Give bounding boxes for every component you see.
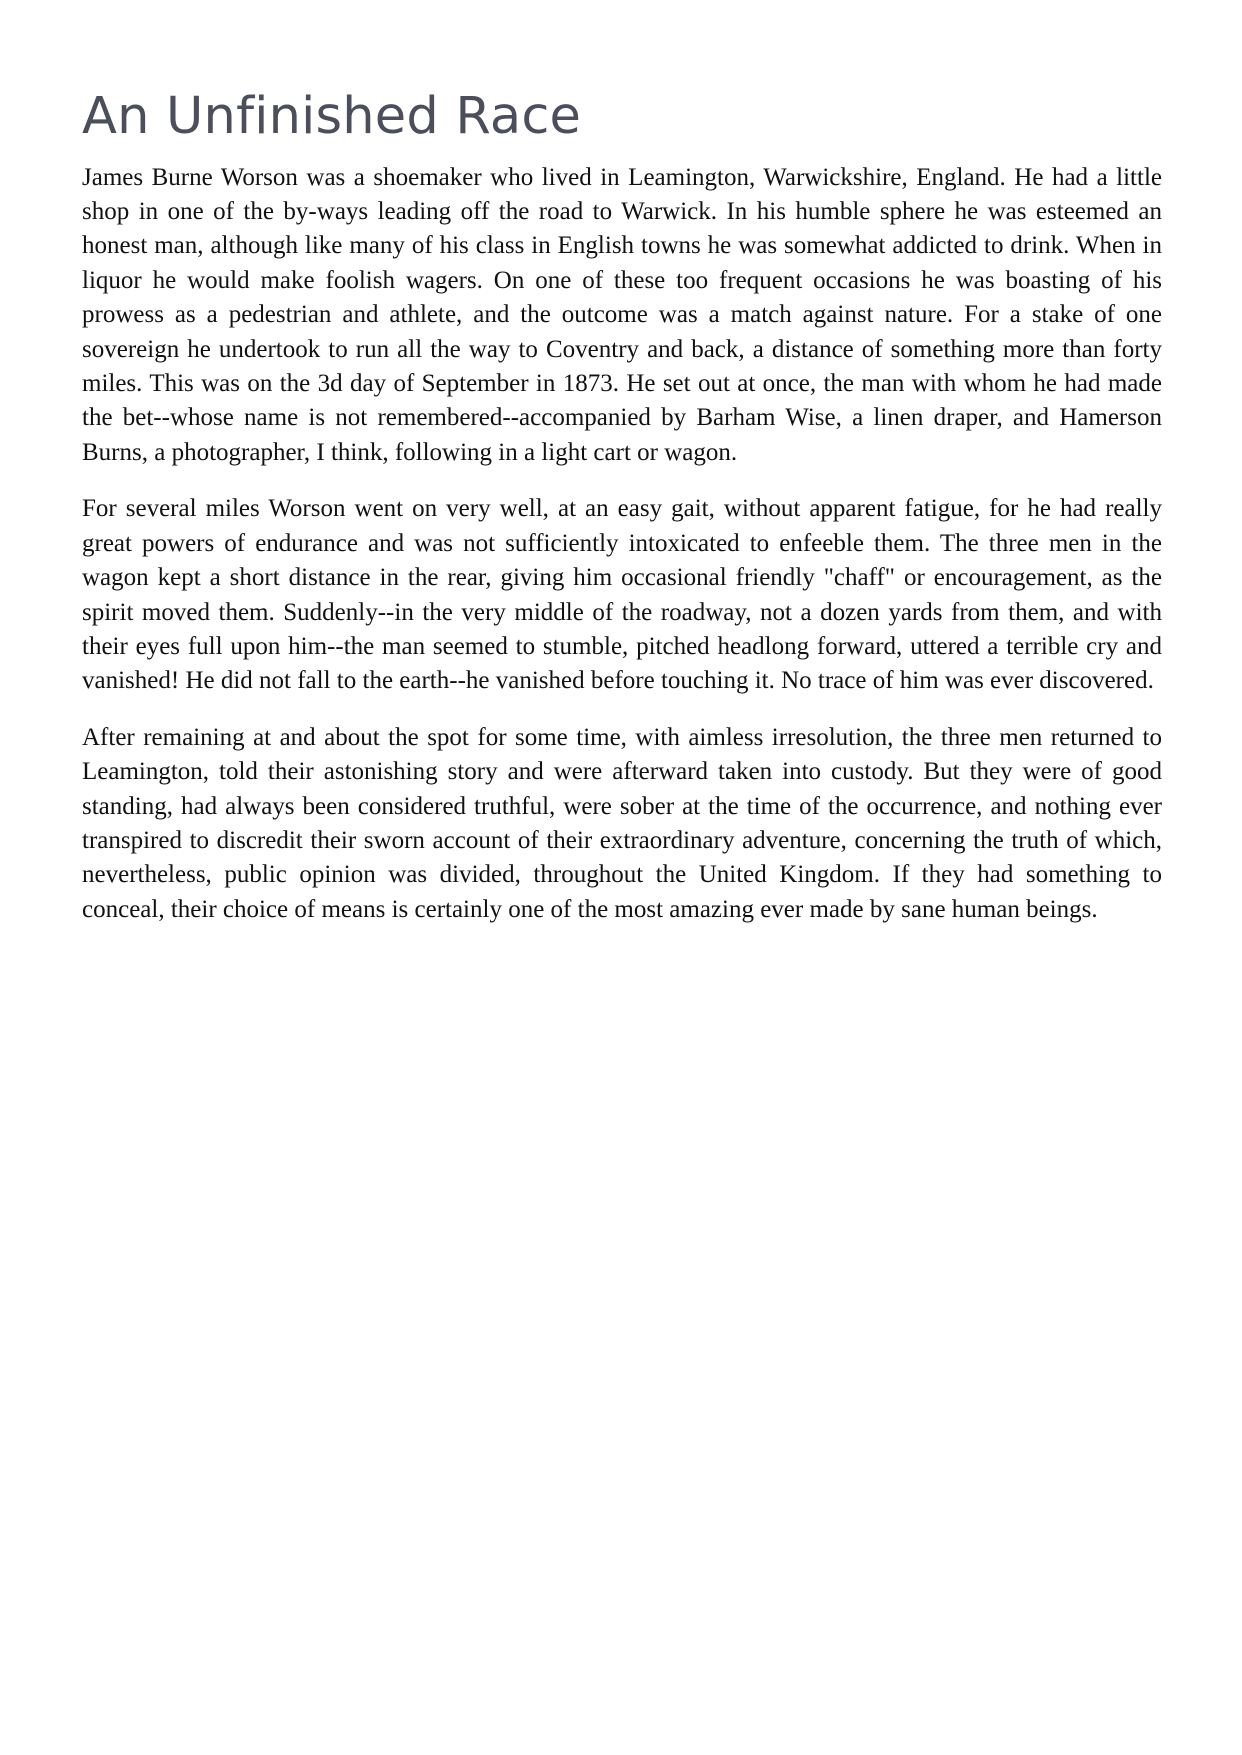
paragraph-2: For several miles Worson went on very well, at an easy gait, without apparent fatigue, for he had really great powers of endurance and was not sufficiently intoxicated to enfeeble them. The three men in the wagon kept a short distance in the rear, giving him occasional friendly "chaff" or encouragement, as the spirit moved them. Suddenly--in the very middle of the roadway, not a dozen yards from them, and with their eyes full upon him--the man seemed to stumble, pitched headlong forward, uttered a terrible cry and vanished! He did not fall to the earth--he vanished before touching it. No trace of him was ever discovered. [82, 495, 1162, 695]
document-page [82, 88, 1162, 949]
page-title: An Unfinished Race [82, 87, 582, 146]
paragraph-3: After remaining at and about the spot for some time, with aimless irresolution, the three men returned to Leamington, told their astonishing story and were afterward taken into custody. But they were of good standing, had always been considered truthful, were sober at the time of the occurrence, and nothing ever transpired to discredit their sworn account of their extraordinary adventure, concerning the truth of which, nevertheless, public opinion was divided, throughout the United Kingdom. If they had something to conceal, their choice of means is certainly one of the most amazing ever made by sane human beings. [82, 723, 1162, 923]
paragraph-1: James Burne Worson was a shoemaker who lived in Leamington, Warwickshire, England. He had a little shop in one of the by-ways leading off the road to Warwick. In his humble sphere he was esteemed an honest man, although like many of his class in English towns he was somewhat addicted to drink. When in liquor he would make foolish wagers. On one of these too frequent occasions he was boasting of his prowess as a pedestrian and athlete, and the outcome was a match against nature. For a stake of one sovereign he undertook to run all the way to Coventry and back, a distance of something more than forty miles. This was on the 3d day of September in 1873. He set out at once, the man with whom he had made the bet--whose name is not remembered--accompanied by Barham Wise, a linen draper, and Hamerson Burns, a photographer, I think, following in a light cart or wagon. [82, 163, 1162, 466]
